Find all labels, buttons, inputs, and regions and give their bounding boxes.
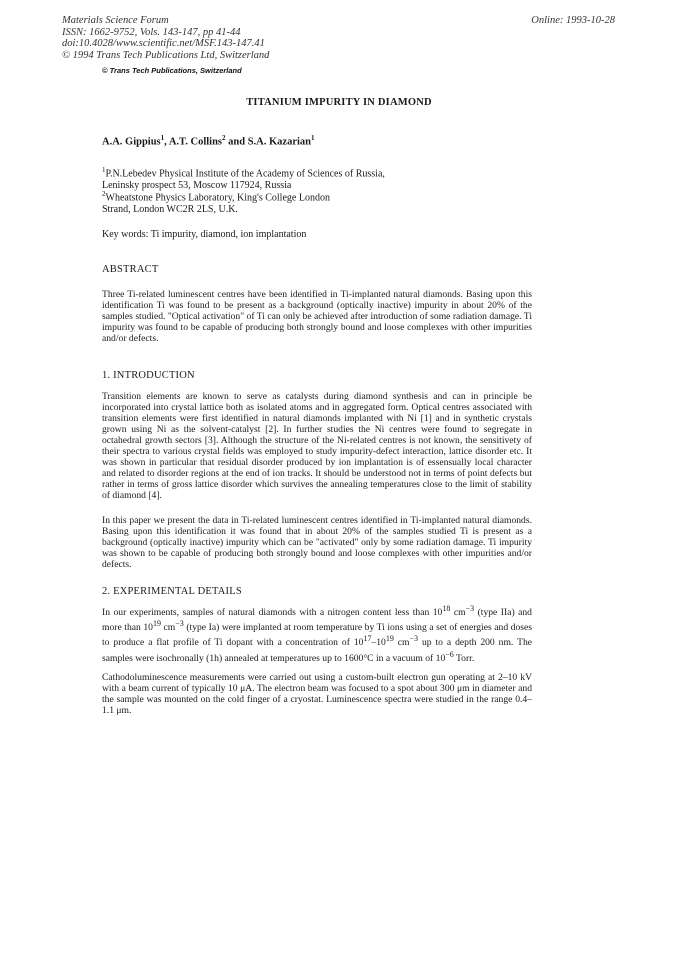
paper-title: TITANIUM IMPURITY IN DIAMOND [246, 97, 432, 108]
author-name: S.A. Kazarian [247, 136, 312, 148]
author-affiliation-mark: 1 [160, 134, 165, 142]
affiliation [102, 189, 330, 215]
publisher-note: © Trans Tech Publications, Switzerland [102, 66, 242, 75]
author-name: A.T. Collins [168, 136, 223, 148]
author-separator: , [164, 136, 169, 148]
affiliation-mark: 2 [102, 190, 106, 198]
journal-name: Materials Science Forum [62, 15, 169, 26]
abstract-heading: ABSTRACT [102, 264, 159, 275]
issn-line: ISSN: 1662-9752, Vols. 143-147, pp 41-44 [62, 26, 241, 38]
affiliation-line: Leninsky prospect 53, Moscow 117924, Russia [102, 179, 292, 191]
author-affiliation-mark: 1 [311, 134, 315, 142]
author-separator: and [225, 136, 248, 148]
copyright-line: © 1994 Trans Tech Publications Ltd, Switzerland [62, 49, 270, 61]
online-date: Online: 1993-10-28 [531, 15, 615, 26]
keywords-line: Key words: Ti impurity, diamond, ion implantation [102, 229, 307, 240]
abstract-text: Three Ti-related luminescent centres have been identified in Ti-implanted natural diamonds. Basing upon this identification Ti was found to be present as a background (optically inactive) impurity in about 20% of the samples studied. "Optical activation" of Ti can only be achieved after introduction of some radiation damage. Ti impurity was found to be capable of producing both strongly bound and loose complexes with other impurities and/or defects. [102, 289, 532, 344]
author-list [102, 134, 315, 148]
affiliation-line: P.N.Lebedev Physical Institute of the Academy of Sciences of Russia, [105, 168, 385, 180]
affiliation [102, 165, 385, 191]
author-name: A.A. Gippius [102, 136, 161, 148]
doi-line: doi:10.4028/www.scientific.net/MSF.143-147.41 [62, 38, 265, 49]
introduction-heading: 1. INTRODUCTION [102, 370, 195, 381]
experimental-paragraph: Cathodoluminescence measurements were carried out using a custom-built electron gun operating at 2–10 kV with a beam current of typically 10 μA. The electron beam was focused to a spot about 300 μm in diameter and the sample was mounted on the cold finger of a cryostat. Luminescence spectra were studied in the range 0.4–1.1 μm. [102, 672, 532, 716]
introduction-paragraph: In this paper we present the data in Ti-related luminescent centres identified in Ti-implanted natural diamonds. Basing upon this identification it was found that in about 20% of the samples studied Ti is present as a background (optically inactive) impurity which can be "activated" only by some radiation damage. Ti impurity was shown to be capable of producing both strongly bound and loose complexes with other impurities and/or defects. [102, 515, 532, 570]
affiliation-line: Strand, London WC2R 2LS, U.K. [102, 203, 238, 215]
affiliation-mark: 1 [102, 166, 106, 174]
citation-header [62, 15, 269, 61]
author-affiliation-mark: 2 [222, 134, 226, 142]
experimental-heading: 2. EXPERIMENTAL DETAILS [102, 586, 242, 597]
experimental-paragraph: In our experiments, samples of natural diamonds with a nitrogen content less than $10^{18}$ $cm^{-3}$ (type IIa) and more than $10^{19}$ $cm^{-3}$ (type Ia) were implanted at room temperature by Ti ions using a set of energies and doses to produce a flat profile of Ti dopant with a concentration of $10^{17}-10^{19}$ $cm^{-3}$ up to a depth 200 nm. The samples were isochronally (1h) annealed at temperatures up to 1600°C in a vacuum of $10^{-6}$ Torr. [102, 604, 533, 664]
introduction-paragraph: Transition elements are known to serve as catalysts during diamond synthesis and can in principle be incorporated into crystal lattice both as isolated atoms and in aggregated form. Optical centres associated with transition elements were first identified in natural diamonds implanted with Ni [1] and in synthetic crystals grown using Ni as the solvent-catalyst [2]. In further studies the Ni centres were found to segregate in octahedral growth sectors [3]. Although the structure of the Ni-related centres is not known, the sensitivety of their spectra to various crystal fields was employed to study impurity-defect interaction, lattice disorder etc. It was shown in particular that residual disorder produced by ion implantation is of essensually local character and related to disorder regions at the end of ion tracks. It should be understood not in terms of point defects but rather in terms of gross lattice disorder which survives the annealing temperatures close to the limit of stability of diamond [4]. [102, 391, 532, 501]
affiliation-line: Wheatstone Physics Laboratory, King's College London [105, 192, 330, 204]
